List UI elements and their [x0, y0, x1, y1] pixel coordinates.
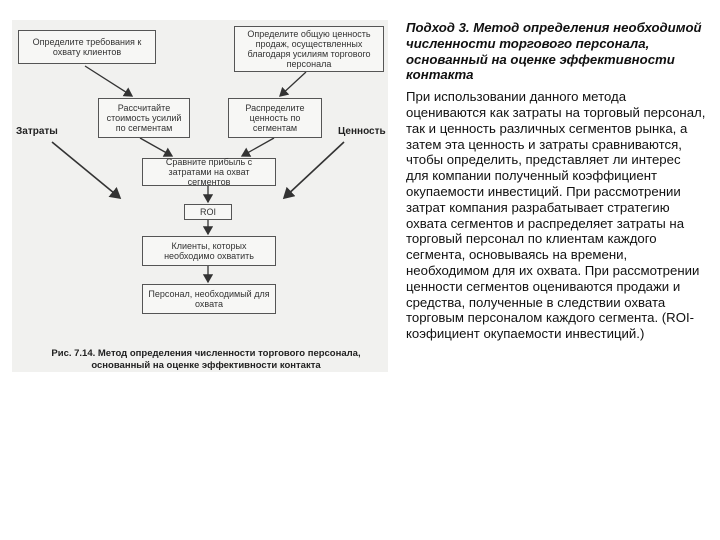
box-clients: Клиенты, которых необходимо охватить: [142, 236, 276, 266]
section-body: При использовании данного метода оцениваются как затраты на торговый персонал, так и ценность различных сегментов рынка, а затем эта ценность и затраты сравниваются, чтобы определить, представляет ли интерес для компании полученный коэффициент окупаемости инвестиций. При рассмотрении затрат компания разрабатывает стратегию охвата сегментов и распределяет затраты на торговый персонал по клиентам каждого сегмента, основываясь на времени, необходимом для их охвата. При рассмотрении ценности сегментов оцениваются продажи и средства, полученные в следствии охвата торговым персоналом каждого сегмента. (ROI-коэфициент окупаемости инвестиций.): [406, 89, 706, 342]
diagram-figure: [12, 20, 388, 372]
box-compare-profit: Сравните прибыль с затратами на охват сегментов: [142, 158, 276, 186]
section-heading: Подход 3. Метод определения необходимой численности торгового персонала, основанный на оценке эффективности контакта: [406, 20, 702, 83]
box-client-requirements: Определите требования к охвату клиентов: [18, 30, 156, 64]
box-calc-effort: Рассчитайте стоимость усилий по сегментам: [98, 98, 190, 138]
arrow-requirements-to-calc: [85, 66, 132, 96]
diagram-arrows: [12, 20, 388, 372]
label-costs: Затраты: [16, 126, 58, 137]
box-roi: ROI: [184, 204, 232, 220]
figure-caption: Рис. 7.14. Метод определения численности торгового персонала, основанный на оценке эффективности контакта: [51, 348, 361, 371]
arrow-value-to-distribute: [280, 72, 306, 96]
label-value: Ценность: [338, 126, 386, 137]
box-distribute-value: Распределите ценность по сегментам: [228, 98, 322, 138]
arrow-calc-to-compare: [140, 138, 172, 156]
arrow-distribute-to-compare: [242, 138, 274, 156]
arrow-costs: [52, 142, 120, 198]
box-personnel: Персонал, необходимый для охвата: [142, 284, 276, 314]
arrow-value: [284, 142, 344, 198]
text-column: [406, 20, 706, 342]
box-total-value: Определите общую ценность продаж, осуществленных благодаря усилиям торгового персонала: [234, 26, 384, 72]
